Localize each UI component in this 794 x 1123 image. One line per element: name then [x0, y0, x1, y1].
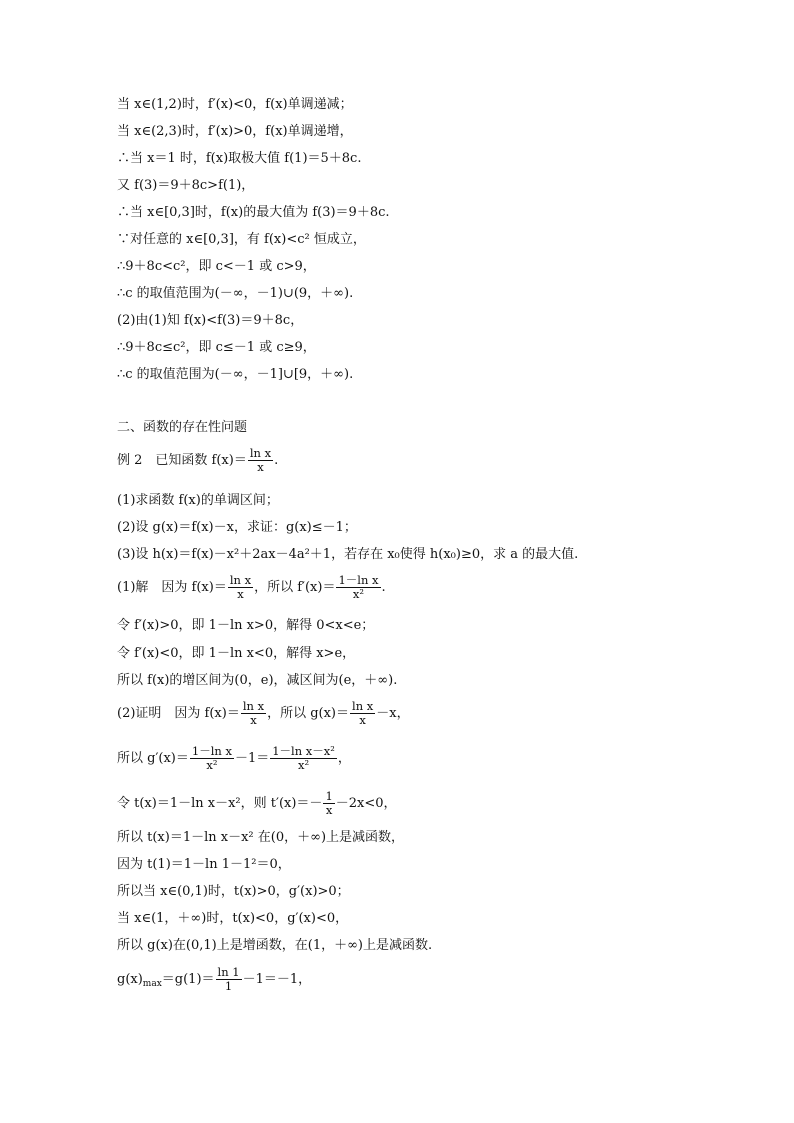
text-line: 所以 f(x)的增区间为(0，e)，减区间为(e，＋∞).	[117, 673, 398, 688]
text-line: (2)由(1)知 f(x)<f(3)＝9＋8c，	[117, 313, 304, 328]
fraction-numerator: ln x	[249, 446, 272, 460]
gmax-mid: ＝g(1)＝	[161, 972, 215, 987]
fraction-denominator: x²	[352, 587, 365, 601]
sol2-mid: ，所以 g(x)＝	[267, 706, 350, 721]
text-line: 因为 t(1)＝1－ln 1－1²＝0，	[117, 857, 291, 872]
fraction-numerator: 1－ln x	[191, 744, 232, 758]
text-line: ∴c 的取值范围为(－∞，－1]∪[9，＋∞).	[117, 367, 354, 382]
sol2-prefix: (2)证明 因为 f(x)＝	[117, 706, 240, 721]
text-line: ∴9＋8c≤c²，即 c≤－1 或 c≥9，	[117, 340, 316, 355]
example-suffix: .	[274, 453, 279, 468]
section-title: 二、函数的存在性问题	[117, 420, 248, 435]
fraction-numerator: ln x	[229, 573, 252, 587]
gprime-prefix: 所以 g′(x)＝	[117, 751, 189, 766]
fraction-numerator: ln x	[352, 699, 374, 713]
fraction	[336, 574, 380, 601]
fraction-denominator: x	[359, 713, 366, 727]
fraction-numerator: 1	[325, 789, 333, 803]
gprime-mid: －1＝	[234, 751, 270, 766]
fraction-denominator: x	[250, 713, 257, 727]
fraction-denominator: 1	[224, 979, 233, 993]
text-line: ∵对任意的 x∈[0,3]，有 f(x)<c² 恒成立，	[117, 232, 366, 247]
question-line: (3)设 h(x)＝f(x)－x²＋2ax－4a²＋1，若存在 x₀使得 h(x₀)≥0，求 a 的最大值.	[117, 547, 579, 562]
fraction	[216, 966, 242, 993]
question-line: (1)求函数 f(x)的单调区间；	[117, 493, 279, 508]
fraction	[241, 700, 266, 727]
text-line: 当 x∈(1，＋∞)时，t(x)<0，g′(x)<0，	[117, 911, 349, 926]
text-line: ∴c 的取值范围为(－∞，－1)∪(9，＋∞).	[117, 286, 354, 301]
fraction	[228, 574, 253, 601]
text-line: ∴9＋8c<c²，即 c<－1 或 c>9，	[117, 259, 316, 274]
sol1-prefix: (1)解 因为 f(x)＝	[117, 580, 227, 595]
tdef-line	[117, 790, 397, 817]
fraction-numerator: ln x	[242, 699, 265, 713]
gprime-suffix: ，	[337, 751, 351, 766]
question-line: (2)设 g(x)＝f(x)－x，求证：g(x)≤－1；	[117, 520, 357, 535]
fraction	[350, 700, 375, 727]
fraction	[190, 745, 234, 772]
gmax-suffix: －1＝－1，	[242, 972, 312, 987]
text-line: 令 f′(x)<0，即 1－ln x<0，解得 x>e，	[117, 646, 356, 661]
fraction	[248, 447, 273, 474]
tdef-prefix: 令 t(x)＝1－ln x－x²，则 t′(x)＝－	[117, 796, 323, 811]
text-line: 令 f′(x)>0，即 1－ln x>0，解得 0<x<e；	[117, 618, 375, 633]
sol2-suffix: －x，	[376, 706, 410, 721]
gmax-subscript: max	[142, 979, 162, 989]
gmax-prefix: g(x)	[117, 972, 143, 987]
gmax-line	[117, 966, 311, 993]
fraction-denominator: x	[325, 803, 333, 817]
fraction-numerator: 1－ln x－x²	[272, 744, 335, 758]
sol1-mid: ，所以 f′(x)＝	[254, 580, 336, 595]
text-line: ∴当 x＝1 时，f(x)取极大值 f(1)＝5＋8c.	[117, 151, 362, 166]
fraction	[270, 745, 337, 772]
text-line: 所以 t(x)＝1－ln x－x² 在(0，＋∞)上是减函数，	[117, 830, 405, 845]
example-statement	[117, 447, 278, 474]
fraction-denominator: x	[237, 587, 244, 601]
text-line: 所以当 x∈(0,1)时，t(x)>0，g′(x)>0；	[117, 884, 350, 899]
fraction	[323, 790, 334, 817]
fraction-numerator: ln 1	[217, 965, 240, 979]
text-line: 所以 g(x)在(0,1)上是增函数，在(1，＋∞)上是减函数.	[117, 938, 433, 953]
text-line: ∴当 x∈[0,3]时，f(x)的最大值为 f(3)＝9＋8c.	[117, 205, 390, 220]
text-line: 当 x∈(2,3)时，f′(x)>0，f(x)单调递增，	[117, 124, 353, 139]
solution-1-header	[117, 574, 386, 601]
tdef-suffix: －2x<0，	[335, 796, 397, 811]
sol1-suffix: .	[381, 580, 386, 595]
text-line: 当 x∈(1,2)时，f′(x)<0，f(x)单调递减；	[117, 97, 353, 112]
fraction-denominator: x	[257, 460, 264, 474]
fraction-numerator: 1－ln x	[338, 573, 379, 587]
fraction-denominator: x²	[206, 758, 218, 772]
text-line: 又 f(3)＝9＋8c>f(1)，	[117, 178, 255, 193]
example-prefix: 例 2 已知函数 f(x)＝	[117, 453, 247, 468]
fraction-denominator: x²	[297, 758, 310, 772]
gprime-line	[117, 745, 351, 772]
solution-2-header	[117, 700, 410, 727]
